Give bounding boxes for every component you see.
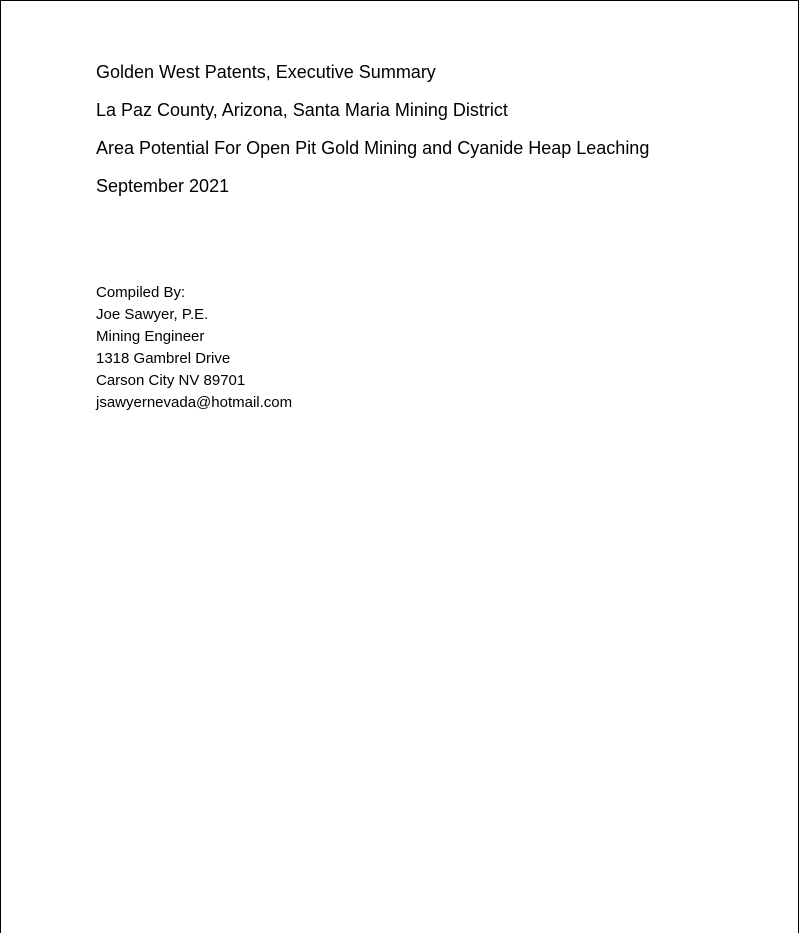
author-street: 1318 Gambrel Drive (96, 350, 231, 367)
author-block (96, 282, 292, 414)
document-title: Golden West Patents, Executive Summary (96, 62, 436, 82)
author-title: Mining Engineer (96, 328, 205, 345)
compiled-by-label: Compiled By: (96, 284, 186, 301)
title-block (96, 60, 649, 212)
location-line: La Paz County, Arizona, Santa Maria Mining District (96, 100, 508, 120)
author-email: jsawyernevada@hotmail.com (96, 394, 293, 411)
subject-line: Area Potential For Open Pit Gold Mining and Cyanide Heap Leaching (96, 138, 650, 158)
date-line: September 2021 (96, 176, 230, 196)
author-city: Carson City NV 89701 (96, 372, 246, 389)
author-name: Joe Sawyer, P.E. (96, 306, 209, 323)
